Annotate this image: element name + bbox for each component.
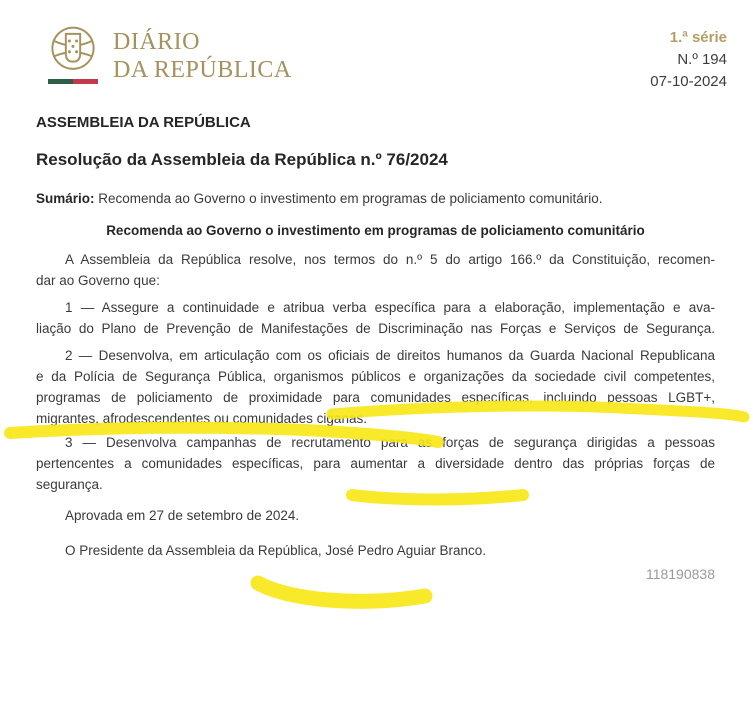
armillary-sphere-icon: [46, 24, 100, 76]
text-line: liação do Plano de Prevenção de Manifestações de Discriminação nas Forças e Serviços de Segurança.: [36, 321, 715, 336]
paragraph-2: [36, 345, 715, 429]
summary-text: Recomenda ao Governo o investimento em programas de policiamento comunitário.: [94, 191, 603, 206]
subject-heading: Recomenda ao Governo o investimento em programas de policiamento comunitário: [106, 223, 645, 238]
resolution-title: Resolução da Assembleia da República n.º 76/2024: [36, 150, 448, 169]
paragraph-3: [36, 432, 715, 495]
document-body: [36, 112, 715, 582]
logo-wordmark: [113, 28, 292, 84]
text-line: 1 — Assegure a continuidade e atribua verba específica para a elaboração, implementação e ava-: [65, 300, 715, 315]
paragraph-1: [36, 297, 715, 339]
president-signature-line: O Presidente da Assembleia da República, José Pedro Aguiar Branco.: [65, 543, 486, 558]
issuing-body-heading: ASSEMBLEIA DA REPÚBLICA: [36, 114, 251, 131]
text-line: segurança.: [36, 477, 103, 492]
portugal-armillary-emblem-icon: [45, 24, 101, 84]
paragraph-intro: [36, 249, 715, 291]
text-line: pertencentes a comunidades específicas, para aumentar a diversidade dentro das próprias forças de: [36, 456, 715, 471]
series-label: 1.ª série: [669, 29, 727, 46]
text-line: e da Polícia de Segurança Pública, organismos públicos e organizações da sociedade civil competentes,: [36, 369, 715, 384]
text-line: 2 — Desenvolva, em articulação com os oficiais de direitos humanos da Guarda Nacional Republicana: [65, 348, 715, 363]
summary-label: Sumário:: [36, 191, 95, 206]
text-line: dar ao Governo que:: [36, 273, 160, 288]
text-line: 3 — Desenvolva campanhas de recrutamento para as forças de segurança dirigidas a pessoas: [65, 435, 715, 450]
issue-info: [650, 27, 727, 93]
text-line: A Assembleia da República resolve, nos termos do n.º 5 do artigo 166.º da Constituição, recomen-: [65, 252, 715, 267]
logo-line-2: DA REPÚBLICA: [113, 57, 292, 83]
text-line: migrantes, afrodescendentes ou comunidades ciganas.: [36, 411, 367, 426]
flag-green-segment: [48, 79, 73, 84]
highlight-stroke-bottom-swoosh: [258, 583, 425, 601]
text-line: programas de policiamento de proximidade para comunidades específicas, incluindo pessoas LGBT+,: [36, 390, 715, 405]
flag-red-segment: [73, 79, 98, 84]
diario-da-republica-logo: [45, 24, 292, 84]
approval-date-line: Aprovada em 27 de setembro de 2024.: [65, 508, 300, 523]
document-id-number: 118190838: [645, 566, 715, 582]
portugal-flag-bar: [48, 79, 98, 84]
summary-line: [36, 191, 715, 206]
issue-date: 07-10-2024: [650, 73, 727, 90]
issue-number: N.º 194: [677, 51, 727, 68]
logo-line-1: DIÁRIO: [113, 29, 200, 55]
